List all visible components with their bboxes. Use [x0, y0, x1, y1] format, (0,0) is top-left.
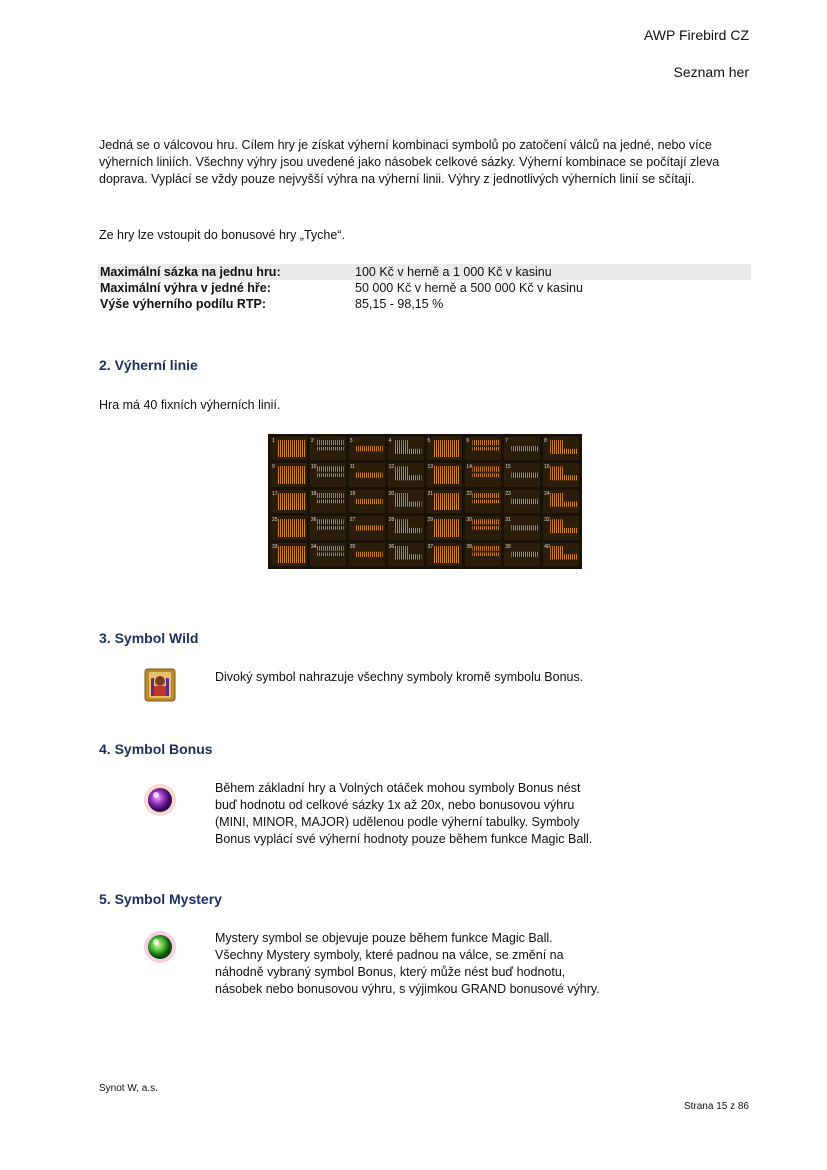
payline-number: 19 [349, 490, 356, 497]
paylines-image [268, 434, 582, 569]
payline-number: 21 [427, 490, 434, 497]
spec-label: Maximální sázka na jednu hru: [100, 265, 281, 279]
payline-pattern [472, 493, 499, 510]
payline-thumbnail [427, 516, 463, 539]
payline-number: 9 [272, 464, 275, 471]
payline-pattern [356, 519, 383, 536]
payline-thumbnail [543, 437, 579, 460]
footer-page-number: Strana 15 z 86 [683, 1101, 749, 1112]
payline-number: 35 [349, 543, 356, 550]
payline-number: 31 [505, 517, 511, 524]
section-title-wild: 3. Symbol Wild [99, 630, 199, 646]
payline-number: 22 [466, 490, 472, 497]
spec-value: 100 Kč v herně a 1 000 Kč v kasinu [355, 265, 552, 279]
payline-number: 33 [272, 543, 278, 550]
payline-thumbnail [310, 516, 346, 539]
spec-label: Maximální výhra v jedné hře: [100, 281, 271, 295]
bonus-text-line: (MINI, MINOR, MAJOR) udělenou podle výherní tabulky. Symboly [215, 815, 580, 829]
payline-pattern [395, 546, 422, 563]
payline-pattern [317, 493, 344, 510]
payline-number: 13 [427, 464, 434, 471]
payline-number: 37 [427, 543, 434, 550]
payline-thumbnail [271, 437, 307, 460]
payline-thumbnail [271, 463, 307, 486]
bonus-game-note: Ze hry lze vstoupit do bonusové hry „Tyche“. [99, 228, 345, 242]
payline-number: 11 [349, 464, 355, 471]
payline-thumbnail [271, 516, 307, 539]
payline-number: 12 [388, 464, 395, 471]
spec-row [98, 296, 751, 312]
payline-number: 15 [505, 464, 511, 471]
section-title-mystery: 5. Symbol Mystery [99, 891, 222, 907]
payline-pattern [395, 466, 422, 483]
payline-thumbnail [349, 437, 385, 460]
payline-pattern [472, 519, 499, 536]
payline-number: 39 [505, 543, 511, 550]
payline-number: 20 [388, 490, 395, 497]
bonus-text-line: Bonus vyplácí své výherní hodnoty pouze během funkce Magic Ball. [215, 832, 593, 846]
payline-number: 30 [466, 517, 472, 524]
payline-number: 27 [349, 517, 356, 524]
spec-row [98, 264, 751, 280]
payline-number: 4 [388, 438, 392, 444]
payline-thumbnail [504, 437, 540, 460]
mystery-text-line: Všechny Mystery symboly, které padnou na válce, se změní na [215, 948, 564, 962]
payline-number: 25 [272, 517, 278, 524]
payline-number: 1 [272, 438, 275, 444]
payline-thumbnail [427, 437, 463, 460]
footer-company: Synot W, a.s. [99, 1083, 158, 1094]
payline-number: 7 [505, 438, 509, 444]
bonus-text-line: Během základní hry a Volných otáček mohou symboly Bonus nést [215, 781, 581, 795]
payline-number: 2 [310, 438, 314, 444]
mystery-text-line: náhodně vybraný symbol Bonus, který může nést buď hodnotu, [215, 965, 566, 979]
wild-symbol-icon [144, 668, 176, 702]
payline-pattern [395, 493, 422, 510]
payline-number: 14 [466, 464, 472, 471]
mystery-text [215, 930, 600, 998]
payline-thumbnail [465, 463, 501, 486]
payline-number: 6 [466, 438, 470, 444]
mystery-text-line: Mystery symbol se objevuje pouze během funkce Magic Ball. [215, 931, 553, 945]
payline-number: 29 [427, 517, 434, 524]
section-title-bonus: 4. Symbol Bonus [99, 741, 213, 757]
payline-thumbnail [465, 543, 501, 566]
payline-number: 3 [349, 438, 353, 444]
payline-pattern [395, 519, 422, 536]
payline-pattern [511, 493, 538, 510]
payline-pattern [356, 493, 383, 510]
payline-thumbnail [310, 490, 346, 513]
payline-thumbnail [504, 543, 540, 566]
payline-pattern [511, 440, 538, 457]
section-title-paylines: 2. Výherní linie [99, 357, 198, 373]
spec-value: 50 000 Kč v herně a 500 000 Kč v kasinu [355, 281, 583, 295]
payline-pattern [356, 546, 383, 563]
payline-thumbnail [427, 543, 463, 566]
payline-pattern [317, 519, 344, 536]
payline-pattern [550, 493, 577, 510]
paylines-text: Hra má 40 fixních výherních linií. [99, 398, 281, 412]
payline-thumbnail [349, 490, 385, 513]
payline-pattern [550, 519, 577, 536]
mystery-symbol-icon [142, 929, 178, 965]
payline-pattern [550, 440, 577, 457]
payline-pattern [278, 519, 305, 536]
payline-thumbnail [271, 490, 307, 513]
payline-thumbnail [271, 543, 307, 566]
payline-thumbnail [310, 463, 346, 486]
payline-number: 18 [310, 490, 317, 497]
payline-thumbnail [504, 490, 540, 513]
payline-thumbnail [310, 543, 346, 566]
payline-thumbnail [388, 437, 424, 460]
payline-pattern [278, 466, 305, 483]
payline-pattern [550, 466, 577, 483]
payline-thumbnail [349, 463, 385, 486]
payline-number: 34 [310, 543, 317, 550]
header-section: Seznam her [673, 64, 749, 80]
payline-number: 23 [505, 490, 511, 497]
payline-thumbnail [388, 490, 424, 513]
payline-thumbnail [543, 543, 579, 566]
payline-pattern [356, 440, 383, 457]
payline-number: 36 [388, 543, 395, 550]
payline-thumbnail [388, 543, 424, 566]
spec-row [98, 280, 751, 296]
payline-pattern [317, 440, 344, 457]
payline-pattern [472, 546, 499, 563]
payline-thumbnail [543, 490, 579, 513]
payline-thumbnail [465, 437, 501, 460]
payline-pattern [550, 546, 577, 563]
payline-thumbnail [504, 516, 540, 539]
payline-number: 40 [544, 543, 550, 550]
payline-number: 16 [544, 464, 550, 471]
payline-number: 26 [310, 517, 317, 524]
payline-pattern [434, 440, 461, 457]
payline-pattern [434, 493, 461, 510]
payline-pattern [472, 440, 499, 457]
payline-number: 8 [544, 438, 547, 444]
wild-text: Divoký symbol nahrazuje všechny symboly kromě symbolu Bonus. [215, 670, 584, 684]
payline-thumbnail [310, 437, 346, 460]
payline-number: 17 [272, 490, 278, 497]
payline-pattern [317, 466, 344, 483]
payline-thumbnail [504, 463, 540, 486]
payline-thumbnail [388, 516, 424, 539]
payline-thumbnail [543, 463, 579, 486]
payline-pattern [356, 466, 383, 483]
payline-pattern [511, 519, 538, 536]
payline-number: 32 [544, 517, 550, 524]
intro-paragraph: Jedná se o válcovou hru. Cílem hry je získat výherní kombinaci symbolů po zatočení válců na jedné, nebo více výherních liniích. Všechny výhry jsou uvedené jako násobek celkové sázky. Výherní kombinace se počítají zleva doprava. Vyplácí se vždy pouze nejvyšší výhra na výherní linii. Výhry z jednotlivých výherních linií se sčítají. [99, 138, 720, 186]
payline-pattern [511, 546, 538, 563]
mystery-text-line: násobek nebo bonusovou výhru, s výjimkou GRAND bonusové výhry. [215, 982, 600, 996]
payline-pattern [434, 546, 461, 563]
header-company: AWP Firebird CZ [643, 27, 749, 43]
payline-pattern [317, 546, 344, 563]
spec-label: Výše výherního podílu RTP: [100, 297, 266, 311]
payline-thumbnail [349, 516, 385, 539]
payline-thumbnail [349, 543, 385, 566]
bonus-text [215, 780, 592, 848]
payline-thumbnail [465, 490, 501, 513]
payline-thumbnail [427, 490, 463, 513]
payline-pattern [278, 546, 305, 563]
bonus-text-line: buď hodnotu od celkové sázky 1x až 20x, nebo bonusovou výhru [215, 798, 575, 812]
payline-thumbnail [543, 516, 579, 539]
payline-pattern [278, 440, 305, 457]
payline-number: 10 [310, 464, 317, 471]
spec-value: 85,15 - 98,15 % [355, 297, 444, 311]
payline-pattern [278, 493, 305, 510]
payline-thumbnail [388, 463, 424, 486]
payline-thumbnail [427, 463, 463, 486]
payline-number: 24 [544, 490, 550, 497]
payline-pattern [434, 519, 461, 536]
payline-pattern [395, 440, 422, 457]
payline-pattern [472, 466, 499, 483]
payline-pattern [434, 466, 461, 483]
payline-number: 5 [427, 438, 431, 444]
payline-thumbnail [465, 516, 501, 539]
payline-number: 28 [388, 517, 395, 524]
payline-pattern [511, 466, 538, 483]
bonus-symbol-icon [142, 782, 178, 818]
payline-number: 38 [466, 543, 472, 550]
